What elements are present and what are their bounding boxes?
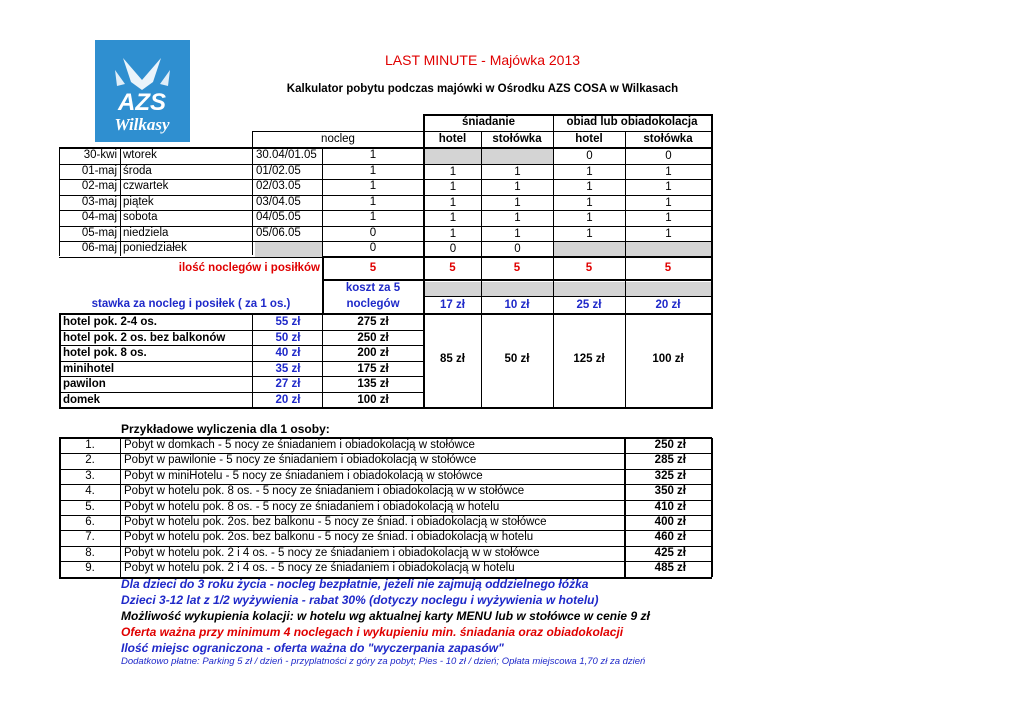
day-o-stol: 1 [665,227,672,240]
room-name: hotel pok. 2 os. bez balkonów [63,331,226,344]
rates-label: stawka za nocleg i posiłek ( za 1 os.) [91,298,291,310]
day-o-stol: 1 [665,196,672,209]
example-price: 460 zł [654,531,686,544]
day-o-hotel: 1 [586,227,593,240]
day-s-stol: 1 [514,227,521,240]
note-line: Oferta ważna przy minimum 4 noclegach i wykupieniu min. śniadania oraz obiadokolacji [121,625,624,639]
day-range: 03/04.05 [256,195,301,208]
note-line: Możliwość wykupienia kolacji: w hotelu wg aktualnej karty MENU lub w stołówce w cenie 9 zł [121,609,650,623]
cost-o-hotel: 125 zł [573,353,605,365]
rate-s-hotel: 17 zł [440,299,465,311]
day-o-stol: 1 [665,181,672,193]
example-number: 7. [85,531,95,544]
koszt-label-1: koszt za 5 [345,282,401,294]
example-number: 5. [85,500,95,513]
grid-line [59,530,712,531]
day-o-stol: 1 [665,212,672,224]
day-name: środa [123,164,152,177]
logo-text-main: AZS [118,89,166,116]
day-o-hotel: 1 [586,212,593,224]
example-text: Pobyt w hotelu pok. 8 os. - 5 nocy ze śniadaniem i obiadokolacją w hotelu [124,500,500,513]
example-number: 9. [85,562,95,575]
example-text: Pobyt w domkach - 5 nocy ze śniadaniem i obiadokolacją w stołówce [124,439,475,451]
day-date: 03-maj [81,195,117,208]
logo-text-sub: Wilkasy [114,115,170,134]
room-rate: 20 zł [275,394,301,406]
day-nocleg: 1 [369,211,377,223]
header-o-stolowka: stołówka [643,133,693,145]
room-rate: 50 zł [275,331,301,344]
grid-line [59,546,712,547]
example-text: Pobyt w hotelu pok. 8 os. - 5 nocy ze śniadaniem i obiadokolacją w w stołówce [124,485,525,498]
cost-o-stolowka: 100 zł [652,353,684,365]
header-s-hotel: hotel [438,133,467,145]
room-name: domek [63,394,101,406]
day-s-hotel: 1 [449,165,457,178]
day-s-stol: 1 [514,196,521,209]
day-date: 01-maj [81,164,117,177]
header-obiad: obiad lub obiadokolacja [566,116,698,128]
day-name: wtorek [123,149,157,161]
day-s-hotel: 1 [449,196,457,209]
room-name: pawilon [63,378,106,391]
note-line: Dodatkowo płatne: Parking 5 zł / dzień - przyplatności z góry za pobyt; Pies - 10 zł / dzień; Opłata miejscowa 1,70 zł za dzień [121,656,646,667]
example-price: 285 zł [654,454,686,467]
room-cost: 100 zł [357,394,389,406]
room-rate: 55 zł [275,316,301,328]
day-o-hotel: 1 [586,181,593,193]
day-s-stol: 1 [514,165,521,178]
day-range: 01/02.05 [256,164,301,177]
total-o-stolowka: 5 [664,262,672,274]
day-o-hotel: 0 [586,150,593,162]
example-number: 4. [85,485,95,498]
example-number: 6. [85,516,95,528]
grid-line [59,484,712,485]
cost-s-hotel: 85 zł [440,353,465,365]
room-cost: 200 zł [357,347,389,360]
example-text: Pobyt w hotelu pok. 2os. bez balkonu - 5 nocy ze śniad. i obiadokolacją w hotelu [124,531,534,544]
total-s-hotel: 5 [449,262,456,274]
example-number: 1. [85,439,95,451]
day-s-hotel: 1 [449,227,457,240]
day-o-stol: 0 [665,150,672,162]
note-line: Ilość miejsc ograniczona - oferta ważna do "wyczerpania zapasów" [121,641,504,655]
grid-line [120,438,121,577]
day-date: 05-maj [81,226,117,239]
rate-o-hotel: 25 zł [576,299,602,311]
day-range: 30.04/01.05 [256,149,317,161]
day-date: 04-maj [81,211,117,223]
totals-label: ilość noclegów i posiłków [178,262,320,274]
day-s-hotel: 1 [449,181,457,193]
header-nocleg: nocleg [321,133,355,145]
day-nocleg: 1 [369,195,377,208]
example-price: 425 zł [654,546,686,559]
room-rate: 27 zł [275,378,301,391]
day-nocleg: 1 [369,180,377,192]
day-range: 02/03.05 [256,180,301,192]
example-price: 250 zł [654,439,686,451]
day-name: niedziela [123,226,169,239]
example-text: Pobyt w pawilonie - 5 nocy ze śniadaniem i obiadokolacją w stołówce [124,454,477,467]
day-nocleg: 1 [369,164,377,177]
room-rate: 40 zł [275,347,301,360]
grid-line [59,561,712,562]
day-range: 04/05.05 [256,211,301,223]
koszt-label-2: noclegów [346,298,400,310]
rate-s-stolowka: 10 zł [504,299,530,311]
day-o-hotel: 1 [586,165,593,178]
grid-line [59,515,712,516]
header-o-hotel: hotel [575,133,603,145]
day-nocleg: 1 [369,149,377,161]
page-subtitle: Kalkulator pobytu podczas majówki w Ośrodku AZS COSA w Wilkasach [286,83,679,95]
page-title: LAST MINUTE - Majówka 2013 [384,52,581,68]
room-rate: 35 zł [275,362,301,375]
room-name: hotel pok. 2-4 os. [63,316,157,328]
day-date: 30-kwi [83,149,117,161]
room-cost: 175 zł [357,362,389,375]
day-s-stol: 1 [514,181,521,193]
room-name: hotel pok. 8 os. [63,347,147,360]
examples-title: Przykładowe wyliczenia dla 1 osoby: [121,422,330,436]
grid-line [59,469,712,470]
example-price: 410 zł [654,500,686,513]
day-nocleg: 0 [369,226,377,239]
room-cost: 135 zł [357,378,389,391]
grid-line [711,438,713,577]
example-number: 2. [85,454,95,467]
example-price: 350 zł [654,485,686,498]
day-s-stol: 1 [514,212,521,224]
example-price: 485 zł [654,562,686,575]
day-range: 05/06.05 [256,226,301,239]
cost-s-stolowka: 50 zł [504,353,530,365]
total-nocleg: 5 [369,262,377,274]
day-s-stol: 0 [514,243,521,255]
day-date: 02-maj [81,180,117,192]
note-line: Dzieci 3-12 lat z 1/2 wyżywienia - rabat 30% (dotyczy noclegu i wyżywienia w hotelu) [121,593,599,607]
grid-line [59,437,712,439]
day-date: 06-maj [81,242,117,254]
day-s-hotel: 1 [449,212,457,224]
room-cost: 250 zł [357,331,389,344]
example-price: 325 zł [654,469,686,482]
example-text: Pobyt w hotelu pok. 2 i 4 os. - 5 nocy ze śniadaniem i obiadokolacją w hotelu [124,562,515,575]
example-text: Pobyt w hotelu pok. 2os. bez balkonu - 5 nocy ze śniad. i obiadokolacją w stołówce [124,516,547,528]
day-o-stol: 1 [665,165,672,178]
day-name: poniedziałek [123,242,187,254]
day-nocleg: 0 [369,242,377,254]
example-number: 8. [85,546,95,559]
note-line: Dla dzieci do 3 roku życia - nocleg bezpłatnie, jeżeli nie zajmują oddzielnego łóżka [121,577,589,591]
day-o-hotel: 1 [586,196,593,209]
day-name: piątek [123,195,154,208]
grid-line [59,453,712,454]
example-text: Pobyt w hotelu pok. 2 i 4 os. - 5 nocy ze śniadaniem i obiadokolacją w w stołówce [124,546,540,559]
grid-line [59,438,61,577]
total-s-stolowka: 5 [513,262,521,274]
day-name: sobota [123,211,158,223]
example-price: 400 zł [654,516,686,528]
rate-o-stolowka: 20 zł [655,299,681,311]
room-cost: 275 zł [357,316,389,328]
day-s-hotel: 0 [449,243,457,255]
grid-line [624,438,626,577]
day-name: czwartek [123,180,169,192]
room-name: minihotel [63,362,115,375]
example-text: Pobyt w miniHotelu - 5 nocy ze śniadaniem i obiadokolacją w stołówce [124,469,483,482]
header-s-stolowka: stołówka [492,133,542,145]
total-o-hotel: 5 [585,262,593,274]
header-sniadanie: śniadanie [461,116,516,128]
example-number: 3. [85,469,95,482]
grid-line [59,500,712,501]
